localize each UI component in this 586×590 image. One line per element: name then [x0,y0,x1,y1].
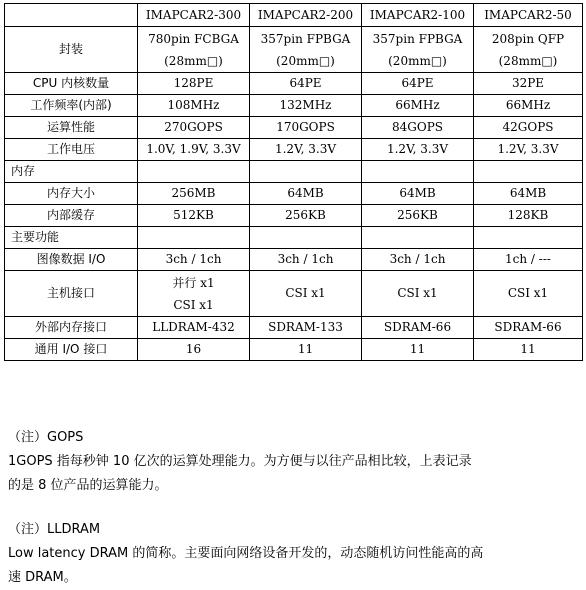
table-cell: 16 [138,339,250,361]
header-cell-imapcar2-50: IMAPCAR2-50 [474,4,583,27]
table-row-memory-section [5,161,583,183]
row-label: 通用 I/O 接口 [5,339,138,361]
table-cell: 64PE [362,73,474,95]
table-cell [138,27,250,73]
table-cell: 256MB [138,183,250,205]
table-cell [474,27,583,73]
header-cell-imapcar2-200: IMAPCAR2-200 [250,4,362,27]
table-cell: SDRAM-66 [362,317,474,339]
cell-line: CSI x1 [173,297,214,312]
table-cell: 3ch / 1ch [250,249,362,271]
table-cell [474,227,583,249]
row-label: 工作频率(内部) [5,95,138,117]
row-label: 内部缓存 [5,205,138,227]
cell-line: (28mm□) [498,53,558,68]
row-label: CPU 内核数量 [5,73,138,95]
table-cell: 270GOPS [138,117,250,139]
table-cell [250,27,362,73]
table-cell: 1ch / --- [474,249,583,271]
table-cell: 3ch / 1ch [138,249,250,271]
table-cell [474,161,583,183]
table-cell [138,271,250,317]
note-lldram-text-line: Low latency DRAM 的简称。主要面向网络设备开发的，动态随机访问性能高的高 [8,546,484,561]
table-row-gpio [5,339,583,361]
note-gops-title: （注）GOPS [8,430,84,445]
table-cell: 170GOPS [250,117,362,139]
note-lldram-title: （注）LLDRAM [8,522,101,537]
table-cell: 1.0V, 1.9V, 3.3V [138,139,250,161]
row-label: 工作电压 [5,139,138,161]
table-row-performance [5,117,583,139]
table-cell: 512KB [138,205,250,227]
cell-line: 208pin QFP [491,31,565,46]
table-cell: 84GOPS [362,117,474,139]
cell-line: 357pin FPBGA [260,31,351,46]
table-cell: SDRAM-66 [474,317,583,339]
row-label: 图像数据 I/O [5,249,138,271]
header-cell-empty [5,4,138,27]
table-cell: 256KB [250,205,362,227]
table-cell [138,227,250,249]
note-gops-text-line: 1GOPS 指每秒钟 10 亿次的运算处理能力。为方便与以往产品相比较，上表记录 [8,454,472,469]
table-cell: 32PE [474,73,583,95]
row-label: 主要功能 [5,227,138,249]
table-cell: SDRAM-133 [250,317,362,339]
row-label: 封装 [5,27,138,73]
table-cell: 64MB [474,183,583,205]
table-cell: 66MHz [474,95,583,117]
row-label: 内存 [5,161,138,183]
table-cell: CSI x1 [474,271,583,317]
note-spacer [8,498,580,518]
table-cell: 128PE [138,73,250,95]
table-row-cpu-cores [5,73,583,95]
row-label: 运算性能 [5,117,138,139]
table-row-package [5,27,583,73]
table-cell: 11 [362,339,474,361]
header-row [5,4,583,27]
note-lldram-text-line: 速 DRAM。 [8,570,77,585]
cell-line: (20mm□) [276,53,335,68]
table-cell: CSI x1 [250,271,362,317]
table-cell: 3ch / 1ch [362,249,474,271]
table-row-frequency [5,95,583,117]
table-row-internal-cache [5,205,583,227]
table-cell: 1.2V, 3.3V [362,139,474,161]
cell-line: 357pin FPBGA [372,31,463,46]
table-cell [250,227,362,249]
cell-line: 并行 x1 [172,275,215,290]
table-cell [362,161,474,183]
table-cell: 64PE [250,73,362,95]
table-cell: 64MB [250,183,362,205]
row-label: 外部内存接口 [5,317,138,339]
table-cell: LLDRAM-432 [138,317,250,339]
table-cell: 256KB [362,205,474,227]
table-cell: 64MB [362,183,474,205]
table-row-voltage [5,139,583,161]
header-cell-imapcar2-300: IMAPCAR2-300 [138,4,250,27]
cell-line: (20mm□) [388,53,447,68]
table-cell [250,161,362,183]
table-row-host-interface [5,271,583,317]
header-cell-imapcar2-100: IMAPCAR2-100 [362,4,474,27]
row-label: 内存大小 [5,183,138,205]
table-row-features-section [5,227,583,249]
cell-line: (28mm□) [164,53,223,68]
table-cell: 11 [250,339,362,361]
table-row-memory-size [5,183,583,205]
table-cell: 108MHz [138,95,250,117]
row-label: 主机接口 [5,271,138,317]
table-cell [138,161,250,183]
table-cell: 1.2V, 3.3V [474,139,583,161]
table-row-image-io [5,249,583,271]
cell-line: 780pin FCBGA [148,31,239,46]
table-cell [362,27,474,73]
table-cell: 128KB [474,205,583,227]
table-row-external-memory [5,317,583,339]
spec-table [4,3,583,361]
table-cell: 132MHz [250,95,362,117]
table-cell: CSI x1 [362,271,474,317]
table-cell: 66MHz [362,95,474,117]
table-cell: 11 [474,339,583,361]
table-cell: 1.2V, 3.3V [250,139,362,161]
notes-section [8,426,580,590]
table-cell [362,227,474,249]
note-gops-text-line: 的是 8 位产品的运算能力。 [8,478,168,493]
table-cell: 42GOPS [474,117,583,139]
